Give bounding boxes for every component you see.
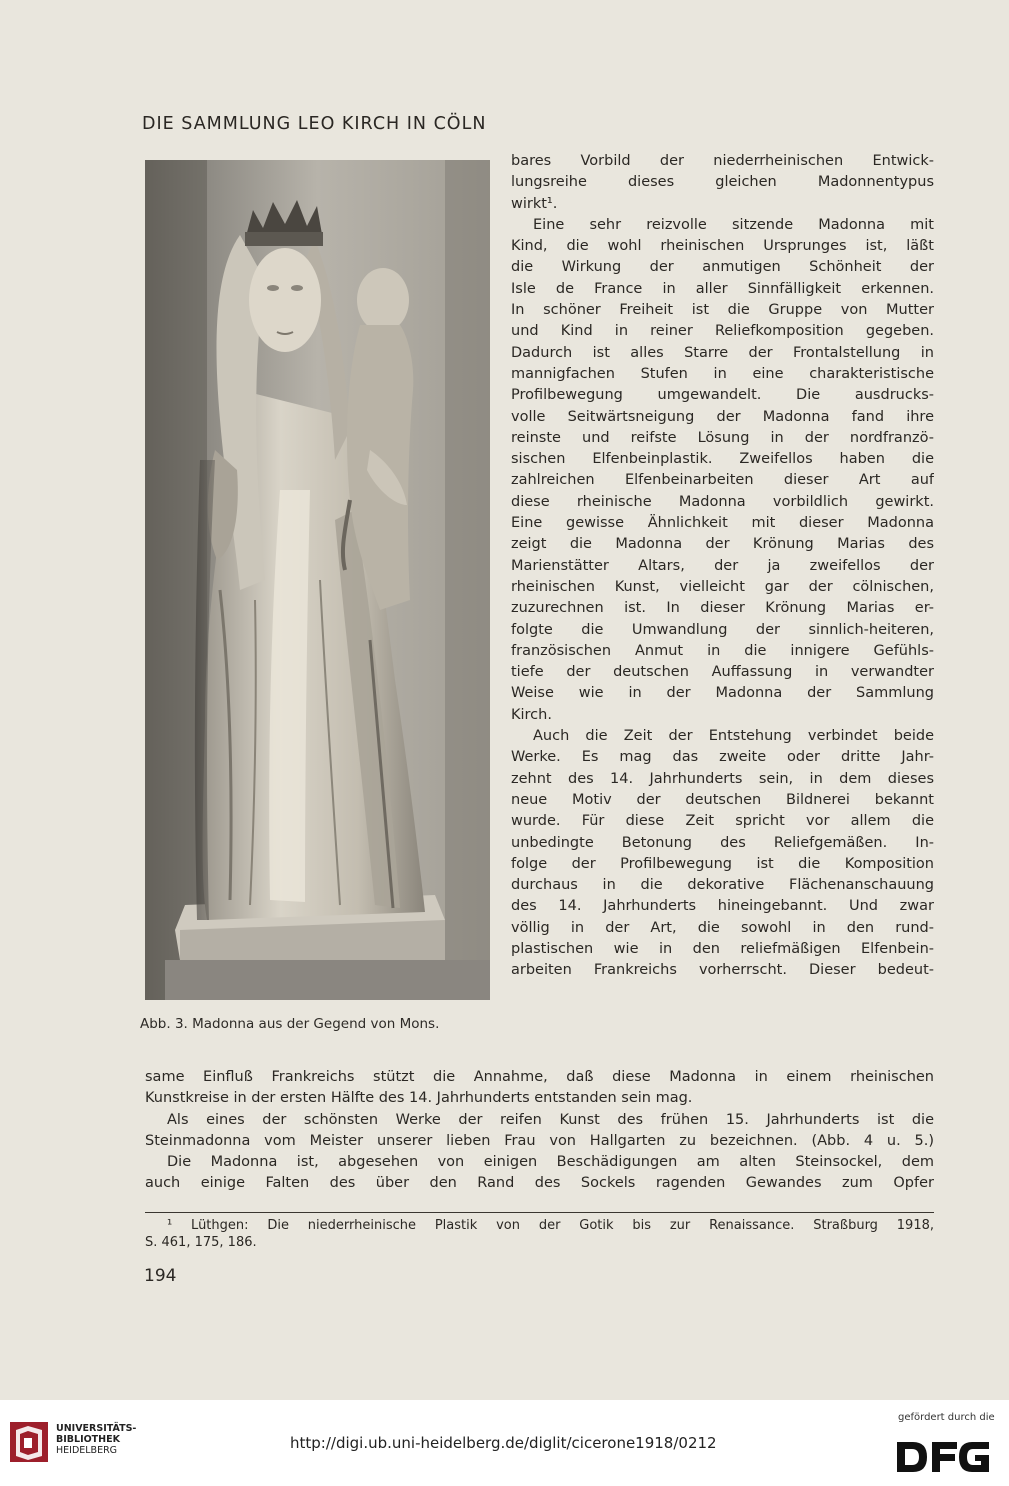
university-seal-icon (8, 1420, 50, 1468)
dfg-logo (895, 1438, 995, 1480)
text-line: In schöner Freiheit ist die Gruppe von Mutter (511, 302, 934, 319)
text-line: die Wirkung der anmutigen Schönheit der (511, 259, 934, 276)
text-line: wirkt¹. (511, 195, 558, 212)
text-line: volle Seitwärtsneigung der Madonna fand ihre (511, 408, 934, 425)
text-line: folgte die Umwandlung der sinnlich-heiteren, (511, 621, 934, 638)
text-line: Die Madonna ist, abgesehen von einigen Beschädigungen am alten Steinsockel, dem (167, 1154, 934, 1171)
text-line: bares Vorbild der niederrheinischen Entwick- (511, 153, 934, 169)
text-line: Kirch. (511, 706, 552, 723)
text-line: zahlreichen Elfenbeinarbeiten dieser Art auf (511, 472, 934, 489)
text-line: Eine gewisse Ähnlichkeit mit dieser Madonna (511, 515, 934, 532)
footnote-line: S. 461, 175, 186. (145, 1235, 257, 1250)
footnote-rule (145, 1212, 934, 1213)
text-line: völlig in der Art, die sowohl in den rund- (511, 919, 934, 936)
text-line: auch einige Falten des über den Rand des Sockels ragenden Gewandes zum Opfer (145, 1175, 934, 1192)
text-line: Marienstätter Altars, der ja zweifellos der (511, 557, 934, 574)
text-line: tiefe der deutschen Auffassung in verwandter (511, 664, 934, 681)
text-line: Kind, die wohl rheinischen Ursprunges ist, läßt (511, 238, 934, 255)
text-line: mannigfachen Stufen in eine charakteristische (511, 365, 934, 382)
column-text (511, 151, 934, 982)
text-line: Steinmadonna vom Meister unserer lieben Frau von Hallgarten zu bezeichnen. (Abb. 4 u. 5.) (145, 1132, 934, 1149)
library-name: UNIVERSITÄTS- BIBLIOTHEK HEIDELBERG (56, 1423, 137, 1456)
digitization-footer (0, 1400, 1009, 1486)
page-number: 194 (144, 1266, 177, 1286)
text-line: folge der Profilbewegung ist die Komposition (511, 855, 934, 872)
text-line: unbedingte Betonung des Reliefgemäßen. In- (511, 834, 934, 851)
text-line: reinste und reifste Lösung in der nordfranzö- (511, 429, 934, 446)
text-line: arbeiten Frankreichs vorherrscht. Dieser bedeut- (511, 962, 934, 979)
text-line: diese rheinische Madonna vorbildlich gewirkt. (511, 493, 934, 510)
text-line: zuzurechnen ist. In dieser Krönung Marias er- (511, 600, 934, 617)
text-line: französischen Anmut in die innigere Gefühls- (511, 642, 934, 659)
footnote-line: ¹ Lüthgen: Die niederrheinische Plastik von der Gotik bis zur Renaissance. Straßburg 1918, (167, 1218, 934, 1233)
footnote (145, 1217, 934, 1251)
running-head: DIE SAMMLUNG LEO KIRCH IN CÖLN (142, 114, 487, 134)
text-line: Weise wie in der Madonna der Sammlung (511, 685, 934, 702)
text-line: zeigt die Madonna der Krönung Marias des (511, 536, 934, 553)
text-line: und Kind in reiner Reliefkomposition gegeben. (511, 323, 934, 340)
figure-caption: Abb. 3. Madonna aus der Gegend von Mons. (140, 1016, 440, 1032)
text-line: Als eines der schönsten Werke der reifen Kunst des frühen 15. Jahrhunderts ist die (167, 1111, 934, 1128)
text-line: Auch die Zeit der Entstehung verbindet beide (533, 728, 934, 745)
text-line: durchaus in die dekorative Flächenanschauung (511, 877, 934, 894)
text-line: Kunstkreise in der ersten Hälfte des 14. Jahrhunderts entstanden sein mag. (145, 1090, 693, 1107)
text-line: plastischen wie in den reliefmäßigen Elfenbein- (511, 940, 934, 957)
text-line: zehnt des 14. Jahrhunderts sein, in dem dieses (511, 770, 934, 787)
source-url-link[interactable]: http://digi.ub.uni-heidelberg.de/diglit/cicerone1918/0212 (290, 1434, 717, 1452)
full-width-text (145, 1067, 934, 1195)
text-line: sischen Elfenbeinplastik. Zweifellos haben die (511, 451, 934, 468)
madonna-photograph (145, 160, 490, 1000)
text-line: Dadurch ist alles Starre der Frontalstellung in (511, 344, 934, 361)
text-line: wurde. Für diese Zeit spricht vor allem die (511, 813, 934, 830)
text-line: rheinischen Kunst, vielleicht gar der cölnischen, (511, 578, 934, 595)
text-line: Isle de France in aller Sinnfälligkeit erkennen. (511, 280, 934, 297)
text-line: lungsreihe dieses gleichen Madonnentypus (511, 174, 934, 191)
text-line: same Einfluß Frankreichs stützt die Annahme, daß diese Madonna in einem rheinischen (145, 1069, 934, 1085)
text-line: des 14. Jahrhunderts hineingebannt. Und zwar (511, 898, 934, 915)
text-line: Werke. Es mag das zweite oder dritte Jahr- (511, 749, 934, 766)
funded-by-label: gefördert durch die (898, 1412, 995, 1423)
text-line: neue Motiv der deutschen Bildnerei bekannt (511, 791, 934, 808)
text-line: Eine sehr reizvolle sitzende Madonna mit (533, 216, 934, 233)
text-line: Profilbewegung umgewandelt. Die ausdrucks- (511, 387, 934, 404)
